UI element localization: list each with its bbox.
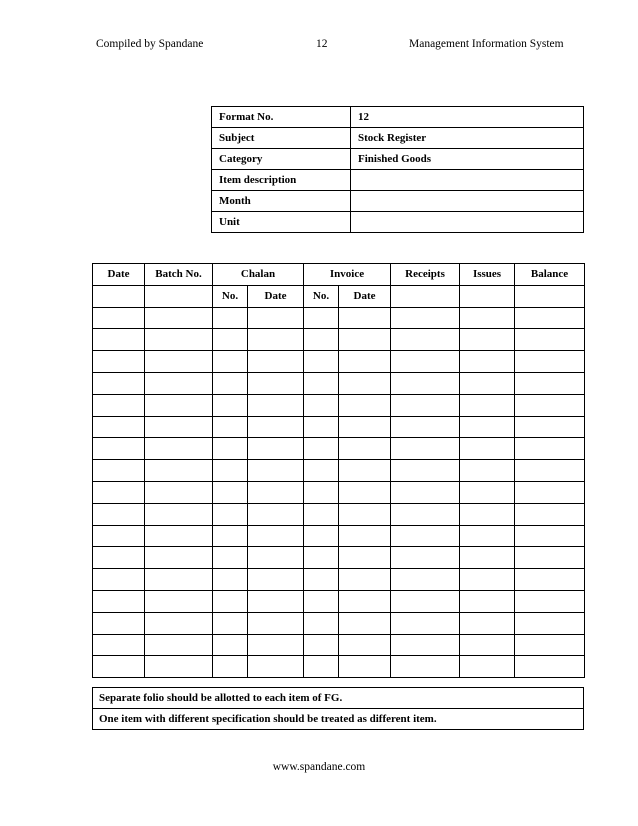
table-cell xyxy=(391,438,460,460)
table-row xyxy=(93,351,585,373)
table-cell xyxy=(145,460,213,482)
table-cell xyxy=(391,634,460,656)
table-cell xyxy=(93,569,145,591)
table-cell xyxy=(213,329,248,351)
table-cell xyxy=(391,656,460,678)
table-cell xyxy=(339,590,391,612)
table-row xyxy=(93,525,585,547)
table-row xyxy=(93,372,585,394)
table-cell xyxy=(248,656,304,678)
table-cell xyxy=(515,569,585,591)
table-cell xyxy=(515,460,585,482)
table-cell xyxy=(515,372,585,394)
table-cell xyxy=(391,547,460,569)
table-cell xyxy=(460,569,515,591)
format-key: Format No. xyxy=(212,107,351,128)
table-cell xyxy=(304,503,339,525)
format-row xyxy=(212,212,584,233)
table-cell xyxy=(391,307,460,329)
table-cell xyxy=(248,569,304,591)
note-row xyxy=(93,688,584,709)
empty-cell xyxy=(460,285,515,307)
stock-register-table xyxy=(92,263,585,678)
table-cell xyxy=(460,481,515,503)
table-cell xyxy=(213,525,248,547)
table-cell xyxy=(248,438,304,460)
table-cell xyxy=(213,590,248,612)
table-cell xyxy=(515,590,585,612)
table-cell xyxy=(145,656,213,678)
table-cell xyxy=(515,329,585,351)
table-cell xyxy=(460,372,515,394)
table-cell xyxy=(145,590,213,612)
table-cell xyxy=(145,481,213,503)
col-invoice-header: Invoice xyxy=(304,264,391,286)
table-cell xyxy=(339,503,391,525)
table-cell xyxy=(515,503,585,525)
table-cell xyxy=(213,372,248,394)
table-cell xyxy=(93,394,145,416)
table-cell xyxy=(460,656,515,678)
table-cell xyxy=(213,481,248,503)
table-cell xyxy=(391,394,460,416)
col-receipts-header: Receipts xyxy=(391,264,460,286)
table-row xyxy=(93,394,585,416)
table-cell xyxy=(93,525,145,547)
format-key: Month xyxy=(212,191,351,212)
table-cell xyxy=(339,481,391,503)
table-cell xyxy=(304,569,339,591)
table-row xyxy=(93,438,585,460)
table-cell xyxy=(339,460,391,482)
table-row xyxy=(93,569,585,591)
table-cell xyxy=(515,612,585,634)
col-date-header: Date xyxy=(93,264,145,286)
table-cell xyxy=(248,481,304,503)
table-cell xyxy=(248,351,304,373)
table-cell xyxy=(304,525,339,547)
table-row xyxy=(93,460,585,482)
table-row xyxy=(93,634,585,656)
table-cell xyxy=(460,612,515,634)
format-key: Unit xyxy=(212,212,351,233)
table-cell xyxy=(93,481,145,503)
table-cell xyxy=(515,351,585,373)
table-cell xyxy=(339,394,391,416)
table-cell xyxy=(213,416,248,438)
format-row xyxy=(212,128,584,149)
table-cell xyxy=(339,351,391,373)
header-page-number: 12 xyxy=(316,38,328,50)
format-row xyxy=(212,107,584,128)
table-cell xyxy=(391,525,460,547)
table-cell xyxy=(93,590,145,612)
table-cell xyxy=(248,590,304,612)
format-value xyxy=(351,212,584,233)
table-cell xyxy=(460,351,515,373)
table-cell xyxy=(213,394,248,416)
table-row xyxy=(93,590,585,612)
table-cell xyxy=(391,372,460,394)
format-value: Finished Goods xyxy=(351,149,584,170)
table-cell xyxy=(304,416,339,438)
table-cell xyxy=(515,307,585,329)
table-cell xyxy=(460,634,515,656)
table-row xyxy=(93,416,585,438)
table-cell xyxy=(339,612,391,634)
header-title: Management Information System xyxy=(409,38,564,50)
format-key: Category xyxy=(212,149,351,170)
table-cell xyxy=(515,547,585,569)
col-balance-header: Balance xyxy=(515,264,585,286)
table-cell xyxy=(248,460,304,482)
table-cell xyxy=(339,547,391,569)
table-cell xyxy=(304,590,339,612)
table-cell xyxy=(391,569,460,591)
table-cell xyxy=(248,416,304,438)
table-cell xyxy=(213,634,248,656)
table-cell xyxy=(93,351,145,373)
table-cell xyxy=(391,460,460,482)
table-cell xyxy=(145,634,213,656)
table-cell xyxy=(248,394,304,416)
table-cell xyxy=(339,307,391,329)
table-cell xyxy=(145,394,213,416)
table-cell xyxy=(213,503,248,525)
table-cell xyxy=(145,416,213,438)
table-cell xyxy=(145,307,213,329)
col-batch-header: Batch No. xyxy=(145,264,213,286)
table-cell xyxy=(93,656,145,678)
format-value: Stock Register xyxy=(351,128,584,149)
table-cell xyxy=(304,329,339,351)
table-row xyxy=(93,503,585,525)
register-header-row xyxy=(93,264,585,286)
table-cell xyxy=(304,438,339,460)
table-cell xyxy=(213,547,248,569)
table-cell xyxy=(339,656,391,678)
table-cell xyxy=(304,481,339,503)
table-cell xyxy=(391,329,460,351)
empty-cell xyxy=(391,285,460,307)
table-cell xyxy=(93,416,145,438)
table-cell xyxy=(248,372,304,394)
table-cell xyxy=(515,656,585,678)
table-cell xyxy=(93,547,145,569)
table-cell xyxy=(304,372,339,394)
table-cell xyxy=(339,329,391,351)
table-cell xyxy=(248,307,304,329)
chalan-no-header: No. xyxy=(213,285,248,307)
note-row xyxy=(93,709,584,730)
table-cell xyxy=(145,612,213,634)
table-cell xyxy=(339,569,391,591)
table-cell xyxy=(248,612,304,634)
table-cell xyxy=(515,525,585,547)
table-cell xyxy=(460,416,515,438)
table-cell xyxy=(145,351,213,373)
register-body xyxy=(93,307,585,678)
table-cell xyxy=(213,351,248,373)
format-value: 12 xyxy=(351,107,584,128)
note-text: One item with different specification should be treated as different item. xyxy=(93,709,584,730)
table-cell xyxy=(391,503,460,525)
table-cell xyxy=(93,438,145,460)
footer-website: www.spandane.com xyxy=(272,761,366,773)
table-cell xyxy=(145,372,213,394)
table-cell xyxy=(93,329,145,351)
table-cell xyxy=(213,612,248,634)
format-value xyxy=(351,170,584,191)
note-text: Separate folio should be allotted to each item of FG. xyxy=(93,688,584,709)
chalan-date-header: Date xyxy=(248,285,304,307)
table-cell xyxy=(93,460,145,482)
table-row xyxy=(93,481,585,503)
table-cell xyxy=(213,438,248,460)
table-cell xyxy=(515,438,585,460)
notes-table xyxy=(92,687,584,730)
table-cell xyxy=(515,416,585,438)
table-cell xyxy=(213,307,248,329)
col-issues-header: Issues xyxy=(460,264,515,286)
format-row xyxy=(212,191,584,212)
table-cell xyxy=(460,394,515,416)
empty-cell xyxy=(93,285,145,307)
empty-cell xyxy=(515,285,585,307)
table-cell xyxy=(515,481,585,503)
table-cell xyxy=(460,438,515,460)
table-cell xyxy=(248,525,304,547)
table-cell xyxy=(213,569,248,591)
format-key: Subject xyxy=(212,128,351,149)
table-cell xyxy=(304,634,339,656)
table-cell xyxy=(460,460,515,482)
table-cell xyxy=(460,503,515,525)
table-cell xyxy=(304,656,339,678)
table-cell xyxy=(93,307,145,329)
table-cell xyxy=(460,590,515,612)
table-cell xyxy=(93,372,145,394)
table-cell xyxy=(391,612,460,634)
table-cell xyxy=(93,634,145,656)
table-cell xyxy=(145,547,213,569)
table-cell xyxy=(304,351,339,373)
empty-cell xyxy=(145,285,213,307)
format-row xyxy=(212,170,584,191)
table-cell xyxy=(248,547,304,569)
table-cell xyxy=(145,503,213,525)
table-cell xyxy=(391,481,460,503)
format-value xyxy=(351,191,584,212)
table-cell xyxy=(460,525,515,547)
table-cell xyxy=(248,503,304,525)
table-cell xyxy=(304,307,339,329)
table-cell xyxy=(391,351,460,373)
table-cell xyxy=(304,612,339,634)
table-cell xyxy=(145,569,213,591)
table-cell xyxy=(460,547,515,569)
format-row xyxy=(212,149,584,170)
table-cell xyxy=(93,503,145,525)
table-cell xyxy=(304,547,339,569)
table-row xyxy=(93,329,585,351)
table-cell xyxy=(213,460,248,482)
col-chalan-header: Chalan xyxy=(213,264,304,286)
table-cell xyxy=(339,525,391,547)
table-cell xyxy=(93,612,145,634)
table-cell xyxy=(339,372,391,394)
format-info-table xyxy=(211,106,584,233)
table-row xyxy=(93,612,585,634)
table-cell xyxy=(213,656,248,678)
table-cell xyxy=(145,438,213,460)
table-row xyxy=(93,307,585,329)
table-cell xyxy=(515,634,585,656)
register-subheader-row xyxy=(93,285,585,307)
table-row xyxy=(93,547,585,569)
table-cell xyxy=(248,634,304,656)
invoice-date-header: Date xyxy=(339,285,391,307)
invoice-no-header: No. xyxy=(304,285,339,307)
format-key: Item description xyxy=(212,170,351,191)
table-cell xyxy=(145,329,213,351)
table-cell xyxy=(391,590,460,612)
table-cell xyxy=(145,525,213,547)
table-cell xyxy=(460,307,515,329)
table-cell xyxy=(304,394,339,416)
table-cell xyxy=(339,416,391,438)
table-cell xyxy=(304,460,339,482)
table-cell xyxy=(248,329,304,351)
table-cell xyxy=(515,394,585,416)
table-cell xyxy=(339,438,391,460)
table-cell xyxy=(460,329,515,351)
table-cell xyxy=(391,416,460,438)
table-row xyxy=(93,656,585,678)
header-compiled-by: Compiled by Spandane xyxy=(96,38,204,50)
table-cell xyxy=(339,634,391,656)
